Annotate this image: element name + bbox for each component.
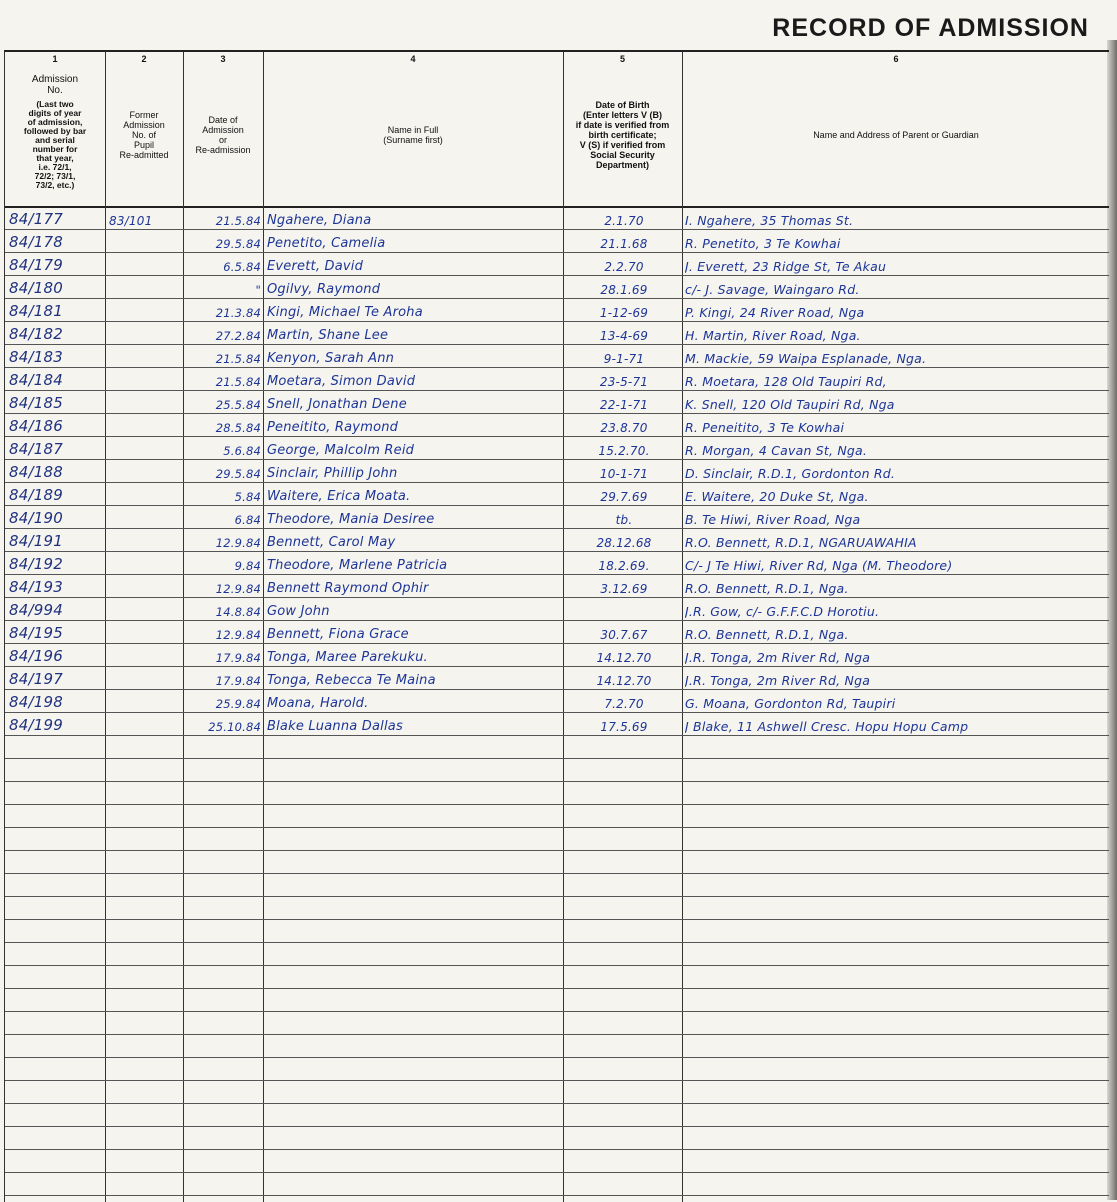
admission-number: 84/180 — [9, 279, 63, 297]
ruled-line — [5, 1103, 1109, 1104]
date-of-birth: 7.2.70 — [604, 697, 644, 711]
parent-guardian: R. Moetara, 128 Old Taupiri Rd, — [685, 374, 887, 389]
date-of-birth: 21.1.68 — [600, 237, 648, 251]
table-row — [5, 482, 1109, 505]
pupil-name: Gow John — [267, 604, 330, 619]
ruled-line — [5, 919, 1109, 920]
ruled-line — [5, 1126, 1109, 1127]
header-date-of-birth: Date of Birth (Enter letters V (B) if date is verified from birth certificate; V (S) if verified from Social Security Department) — [575, 100, 670, 170]
admission-number: 84/191 — [9, 532, 63, 550]
admission-number: 84/199 — [9, 716, 63, 734]
admission-date: 12.9.84 — [215, 536, 261, 550]
date-of-birth: 23-5-71 — [599, 375, 649, 389]
admission-date: 25.5.84 — [215, 398, 261, 412]
header-admission-no — [5, 64, 105, 206]
admission-number: 84/187 — [9, 440, 63, 458]
ruled-line — [5, 988, 1109, 989]
parent-guardian: R. Penetito, 3 Te Kowhai — [685, 236, 841, 251]
pupil-name: Ngahere, Diana — [267, 213, 372, 228]
pupil-name: Kingi, Michael Te Aroha — [267, 305, 423, 320]
date-of-birth: 18.2.69. — [598, 559, 650, 573]
date-of-birth: 1-12-69 — [599, 306, 649, 320]
table-row — [5, 666, 1109, 689]
column-number-5: 5 — [619, 54, 625, 64]
date-of-birth: 17.5.69 — [600, 720, 648, 734]
date-of-birth: tb. — [615, 513, 633, 527]
admission-date: 27.2.84 — [215, 329, 261, 343]
admission-date: 14.8.84 — [215, 605, 261, 619]
admission-date: 21.3.84 — [215, 306, 261, 320]
pupil-name: Everett, David — [267, 259, 364, 274]
admission-number: 84/197 — [9, 670, 63, 688]
date-of-birth: 13-4-69 — [599, 329, 649, 343]
parent-guardian: D. Sinclair, R.D.1, Gordonton Rd. — [685, 466, 896, 481]
ruled-line — [5, 735, 1109, 736]
parent-guardian: P. Kingi, 24 River Road, Nga — [685, 305, 865, 320]
date-of-birth: 15.2.70. — [598, 444, 650, 458]
pupil-name: Sinclair, Phillip John — [267, 466, 398, 481]
parent-guardian: R.O. Bennett, R.D.1, NGARUAWAHIA — [685, 535, 917, 550]
admission-number: 84/184 — [9, 371, 63, 389]
admission-number: 84/183 — [9, 348, 63, 366]
admission-date: 9.84 — [234, 559, 261, 573]
parent-guardian: M. Mackie, 59 Waipa Esplanade, Nga. — [685, 351, 927, 366]
column-number-3: 3 — [220, 54, 226, 64]
table-row — [5, 413, 1109, 436]
table-row — [5, 321, 1109, 344]
pupil-name: George, Malcolm Reid — [267, 443, 415, 458]
date-of-birth: 22-1-71 — [599, 398, 649, 412]
ruled-line — [5, 781, 1109, 782]
table-row — [5, 597, 1109, 620]
parent-guardian: B. Te Hiwi, River Road, Nga — [685, 512, 861, 527]
admission-date: " — [255, 283, 261, 297]
ruled-line — [5, 942, 1109, 943]
parent-guardian: H. Martin, River Road, Nga. — [685, 328, 861, 343]
ruled-line — [5, 896, 1109, 897]
ruled-line — [5, 1195, 1109, 1196]
admission-date: 17.9.84 — [215, 674, 261, 688]
table-row — [5, 390, 1109, 413]
parent-guardian: E. Waitere, 20 Duke St, Nga. — [685, 489, 869, 504]
pupil-name: Snell, Jonathan Dene — [267, 397, 407, 412]
admission-number: 84/196 — [9, 647, 63, 665]
pupil-name: Bennett, Carol May — [267, 535, 396, 550]
ruled-line — [5, 1172, 1109, 1173]
table-row — [5, 574, 1109, 597]
column-number-2: 2 — [141, 54, 147, 64]
admission-number: 84/188 — [9, 463, 63, 481]
date-of-birth: 14.12.70 — [596, 651, 652, 665]
table-row — [5, 252, 1109, 275]
admission-register — [4, 50, 1109, 1202]
table-row — [5, 551, 1109, 574]
column-number-1: 1 — [52, 54, 58, 64]
ruled-line — [5, 1080, 1109, 1081]
ruled-line — [5, 804, 1109, 805]
date-of-birth: 28.1.69 — [600, 283, 648, 297]
column-number-4: 4 — [410, 54, 416, 64]
column-header-row — [5, 52, 1109, 208]
parent-guardian: R.O. Bennett, R.D.1, Nga. — [685, 581, 849, 596]
table-row — [5, 275, 1109, 298]
pupil-name: Bennett Raymond Ophir — [267, 581, 429, 596]
parent-guardian: R. Peneitito, 3 Te Kowhai — [685, 420, 845, 435]
ruled-line — [5, 1034, 1109, 1035]
pupil-name: Ogilvy, Raymond — [267, 282, 381, 297]
pupil-name: Kenyon, Sarah Ann — [267, 351, 395, 366]
admission-number: 84/193 — [9, 578, 63, 596]
admission-date: 5.84 — [234, 490, 261, 504]
admission-number: 84/178 — [9, 233, 63, 251]
date-of-birth: 29.7.69 — [600, 490, 648, 504]
header-parent-guardian: Name and Address of Parent or Guardian — [813, 130, 979, 140]
admission-date: 21.5.84 — [215, 375, 261, 389]
admission-date: 29.5.84 — [215, 237, 261, 251]
pupil-name: Theodore, Marlene Patricia — [267, 558, 448, 573]
pupil-name: Tonga, Maree Parekuku. — [267, 650, 428, 665]
page-title: RECORD OF ADMISSION — [772, 14, 1089, 42]
admission-number: 84/177 — [9, 210, 63, 228]
admission-number: 84/181 — [9, 302, 63, 320]
table-row — [5, 689, 1109, 712]
admission-number: 84/195 — [9, 624, 63, 642]
parent-guardian: c/- J. Savage, Waingaro Rd. — [685, 282, 860, 297]
header-name-in-full: Name in Full (Surname first) — [383, 125, 443, 145]
table-row — [5, 528, 1109, 551]
date-of-birth: 14.12.70 — [596, 674, 652, 688]
admission-date: 6.84 — [234, 513, 261, 527]
column-number-6: 6 — [893, 54, 899, 64]
admission-number: 84/186 — [9, 417, 63, 435]
header-date-of-admission: Date of Admission or Re-admission — [195, 115, 251, 155]
pupil-name: Moana, Harold. — [267, 696, 369, 711]
parent-guardian: R. Morgan, 4 Cavan St, Nga. — [685, 443, 868, 458]
header-former-admission: Former Admission No. of Pupil Re-admitted — [119, 110, 169, 160]
table-row — [5, 436, 1109, 459]
date-of-birth: 2.2.70 — [604, 260, 644, 274]
ruled-line — [5, 873, 1109, 874]
header-admission-no-label: Admission No. — [31, 74, 79, 96]
date-of-birth: 30.7.67 — [600, 628, 648, 642]
admission-date: 25.9.84 — [215, 697, 261, 711]
admission-number: 84/198 — [9, 693, 63, 711]
parent-guardian: G. Moana, Gordonton Rd, Taupiri — [685, 696, 896, 711]
admission-number: 84/994 — [9, 601, 63, 619]
admission-date: 5.6.84 — [223, 444, 261, 458]
admission-date: 6.5.84 — [223, 260, 261, 274]
admission-number: 84/192 — [9, 555, 63, 573]
pupil-name: Tonga, Rebecca Te Maina — [267, 673, 436, 688]
ruled-line — [5, 758, 1109, 759]
parent-guardian: J.R. Tonga, 2m River Rd, Nga — [685, 673, 871, 688]
admission-date: 21.5.84 — [215, 214, 261, 228]
table-row — [5, 505, 1109, 528]
pupil-name: Bennett, Fiona Grace — [267, 627, 409, 642]
parent-guardian: J.R. Tonga, 2m River Rd, Nga — [685, 650, 871, 665]
table-row — [5, 712, 1109, 735]
date-of-birth: 2.1.70 — [604, 214, 644, 228]
admission-date: 21.5.84 — [215, 352, 261, 366]
date-of-birth: 10-1-71 — [599, 467, 649, 481]
admission-number: 84/179 — [9, 256, 63, 274]
ruled-line — [5, 1057, 1109, 1058]
date-of-birth: 28.12.68 — [596, 536, 652, 550]
table-row — [5, 206, 1109, 229]
parent-guardian: C/- J Te Hiwi, River Rd, Nga (M. Theodore) — [685, 558, 953, 573]
former-admission-number: 83/101 — [109, 214, 153, 228]
ruled-line — [5, 827, 1109, 828]
parent-guardian: I. Ngahere, 35 Thomas St. — [685, 213, 854, 228]
table-row — [5, 459, 1109, 482]
ledger-rows — [5, 206, 1109, 1202]
pupil-name: Waitere, Erica Moata. — [267, 489, 411, 504]
admission-number: 84/182 — [9, 325, 63, 343]
pupil-name: Moetara, Simon David — [267, 374, 416, 389]
ruled-line — [5, 1149, 1109, 1150]
ruled-line — [5, 965, 1109, 966]
parent-guardian: J.R. Gow, c/- G.F.F.C.D Horotiu. — [685, 604, 880, 619]
parent-guardian: J Blake, 11 Ashwell Cresc. Hopu Hopu Camp — [685, 719, 969, 734]
admission-date: 12.9.84 — [215, 582, 261, 596]
admission-number: 84/190 — [9, 509, 63, 527]
admission-number: 84/185 — [9, 394, 63, 412]
pupil-name: Penetito, Camelia — [267, 236, 386, 251]
table-row — [5, 344, 1109, 367]
date-of-birth: 23.8.70 — [600, 421, 648, 435]
admission-date: 17.9.84 — [215, 651, 261, 665]
pupil-name: Theodore, Mania Desiree — [267, 512, 435, 527]
parent-guardian: J. Everett, 23 Ridge St, Te Akau — [685, 259, 887, 274]
ruled-line — [5, 1011, 1109, 1012]
table-row — [5, 229, 1109, 252]
parent-guardian: K. Snell, 120 Old Taupiri Rd, Nga — [685, 397, 895, 412]
ruled-line — [5, 850, 1109, 851]
admission-date: 25.10.84 — [208, 720, 261, 734]
admission-date: 28.5.84 — [215, 421, 261, 435]
admission-number: 84/189 — [9, 486, 63, 504]
date-of-birth: 3.12.69 — [600, 582, 648, 596]
header-admission-no-note: (Last two digits of year of admission, followed by bar and serial number for that year, i.e. 72/1, 72/2; 73/1, 73/2, etc.) — [23, 99, 87, 190]
pupil-name: Martin, Shane Lee — [267, 328, 389, 343]
admission-date: 29.5.84 — [215, 467, 261, 481]
pupil-name: Blake Luanna Dallas — [267, 719, 403, 734]
table-row — [5, 298, 1109, 321]
table-row — [5, 643, 1109, 666]
admission-date: 12.9.84 — [215, 628, 261, 642]
table-row — [5, 620, 1109, 643]
date-of-birth: 9-1-71 — [603, 352, 645, 366]
pupil-name: Peneitito, Raymond — [267, 420, 399, 435]
parent-guardian: R.O. Bennett, R.D.1, Nga. — [685, 627, 849, 642]
table-row — [5, 367, 1109, 390]
